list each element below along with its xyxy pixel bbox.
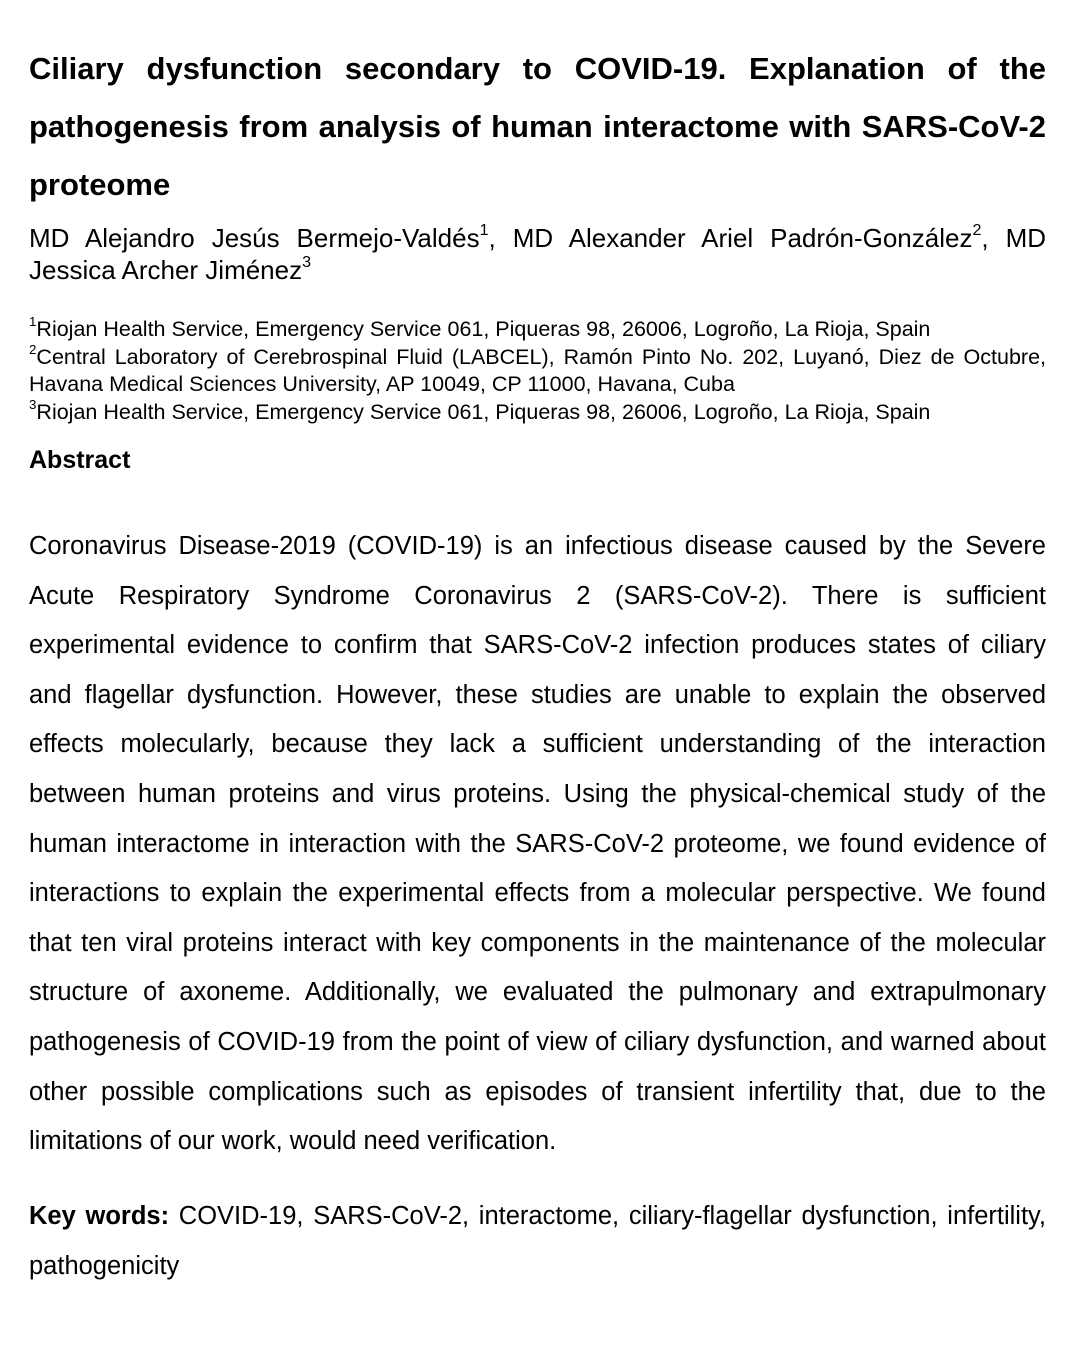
- affiliation-number: 2: [29, 341, 37, 357]
- author-affiliation-mark: 1: [479, 220, 489, 239]
- author-affiliation-mark: 3: [302, 252, 312, 271]
- author-affiliation-mark: 2: [972, 220, 982, 239]
- author: [512, 220, 1006, 253]
- affiliation-number: 1: [29, 314, 37, 330]
- affiliation-text: Riojan Health Service, Emergency Service 061, Piqueras 98, 26006, Logroño, La Rioja, Spain: [36, 317, 931, 341]
- author-separator: ,: [981, 223, 1006, 253]
- paper-page: [29, 0, 1046, 1291]
- affiliation: [29, 341, 1046, 399]
- affiliation: [29, 396, 1046, 427]
- author-name: MD Jessica Archer Jiménez: [29, 223, 1047, 285]
- affiliation: [29, 316, 1046, 344]
- affiliation-list: [29, 316, 1046, 426]
- abstract-heading: Abstract: [29, 446, 131, 474]
- paper-title: Ciliary dysfunction secondary to COVID-19. Explanation of the pathogenesis from analysis of human interactome with SARS-CoV-2 proteome: [29, 51, 1046, 202]
- author: [29, 220, 513, 253]
- author-separator: ,: [488, 223, 513, 253]
- affiliation-number: 3: [29, 396, 37, 412]
- keywords-text: COVID-19, SARS-CoV-2, interactome, ciliary-flagellar dysfunction, infertility, pathogenicity: [29, 1201, 1046, 1280]
- abstract-text: Coronavirus Disease-2019 (COVID-19) is an infectious disease caused by the Severe Acute Respiratory Syndrome Coronavirus 2 (SARS-CoV-2). There is sufficient experimental evidence to confirm that SARS-CoV-2 infection produces states of ciliary and flagellar dysfunction. However, these studies are unable to explain the observed effects molecularly, because they lack a sufficient understanding of the interaction between human proteins and virus proteins. Using the physical-chemical study of the human interactome in interaction with the SARS-CoV-2 proteome, we found evidence of interactions to explain the experimental effects from a molecular perspective. We found that ten viral proteins interact with key components in the maintenance of the molecular structure of axoneme. Additionally, we evaluated the pulmonary and extrapulmonary pathogenesis of COVID-19 from the point of view of ciliary dysfunction, and warned about other possible complications such as episodes of transient infertility that, due to the limitations of our work, would need verification.: [29, 532, 1046, 1156]
- keywords-label: Key words:: [29, 1201, 170, 1230]
- keywords: [29, 1191, 1046, 1291]
- author-name: MD Alexander Ariel Padrón-González: [512, 223, 973, 253]
- author-list: [29, 222, 1046, 286]
- author-name: MD Alejandro Jesús Bermejo-Valdés: [29, 223, 480, 253]
- affiliation-text: Riojan Health Service, Emergency Service 061, Piqueras 98, 26006, Logroño, La Rioja, Spain: [36, 399, 931, 424]
- affiliation-text: Central Laboratory of Cerebrospinal Fluid (LABCEL), Ramón Pinto No. 202, Luyanó, Diez de Octubre, Havana Medical Sciences University, AP 10049, CP 11000, Havana, Cuba: [29, 344, 1046, 396]
